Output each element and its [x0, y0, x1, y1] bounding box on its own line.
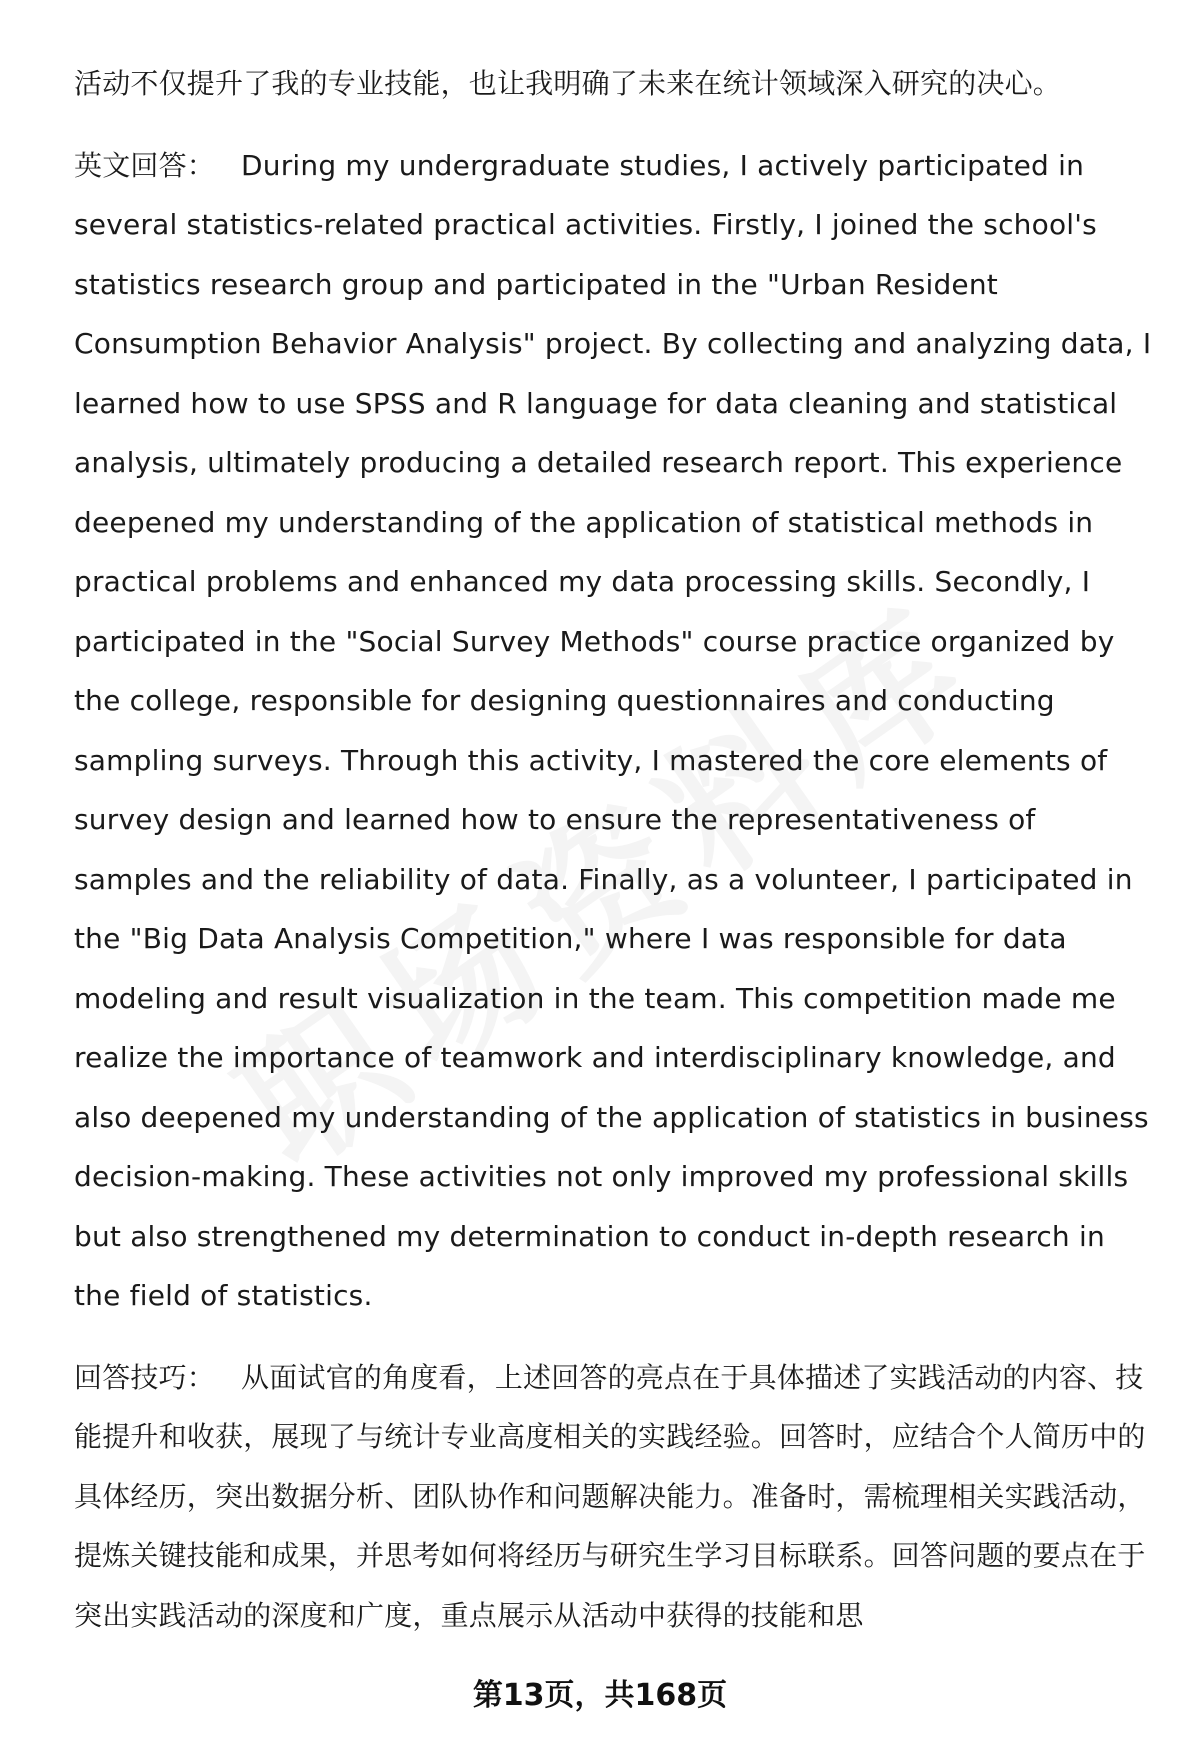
english-answer-paragraph — [74, 136, 1160, 1326]
document-body — [74, 54, 1160, 1645]
tips-paragraph — [74, 1348, 1160, 1646]
intro-paragraph: 活动不仅提升了我的专业技能，也让我明确了未来在统计领域深入研究的决心。 — [74, 67, 1062, 100]
english-answer-label: 英文回答： — [74, 148, 216, 182]
tips-text: 从面试官的角度看，上述回答的亮点在于具体描述了实践活动的内容、技能提升和收获，展现了与统计专业高度相关的实践经验。回答时，应结合个人简历中的具体经历，突出数据分析、团队协作和问题解决能力。准备时，需梳理相关实践活动，提炼关键技能和成果，并思考如何将经历与研究生学习目标联系。回答问题的要点在于突出实践活动的深度和广度，重点展示从活动中获得的技能和思 — [74, 1360, 1146, 1632]
page-indicator: 第13页，共168页 — [472, 1678, 728, 1713]
tips-label: 回答技巧： — [74, 1360, 216, 1394]
english-answer-text: During my undergraduate studies, I actively participated in several statistics-related practical activities. Firstly, I joined the school's statistics research group and participated in the "Urban Resident Consumption Behavior Analysis" project. By collecting and analyzing data, I learned how to use SPSS and R language for data cleaning and statistical analysis, ultimately producing a detailed research report. This experience deepened my understanding of the application of statistical methods in practical problems and enhanced my data processing skills. Secondly, I participated in the "Social Survey Methods" course practice organized by the college, responsible for designing questionnaires and conducting sampling surveys. Through this activity, I mastered the core elements of survey design and learned how to ensure the representativeness of samples and the reliability of data. Finally, as a volunteer, I participated in the "Big Data Analysis Competition," where I was responsible for data modeling and result visualization in the team. This competition made me realize the importance of teamwork and interdisciplinary knowledge, and also deepened my understanding of the application of statistics in business decision-making. These activities not only improved my professional skills but also strengthened my determination to conduct in-depth research in the field of statistics. — [74, 148, 1152, 1312]
